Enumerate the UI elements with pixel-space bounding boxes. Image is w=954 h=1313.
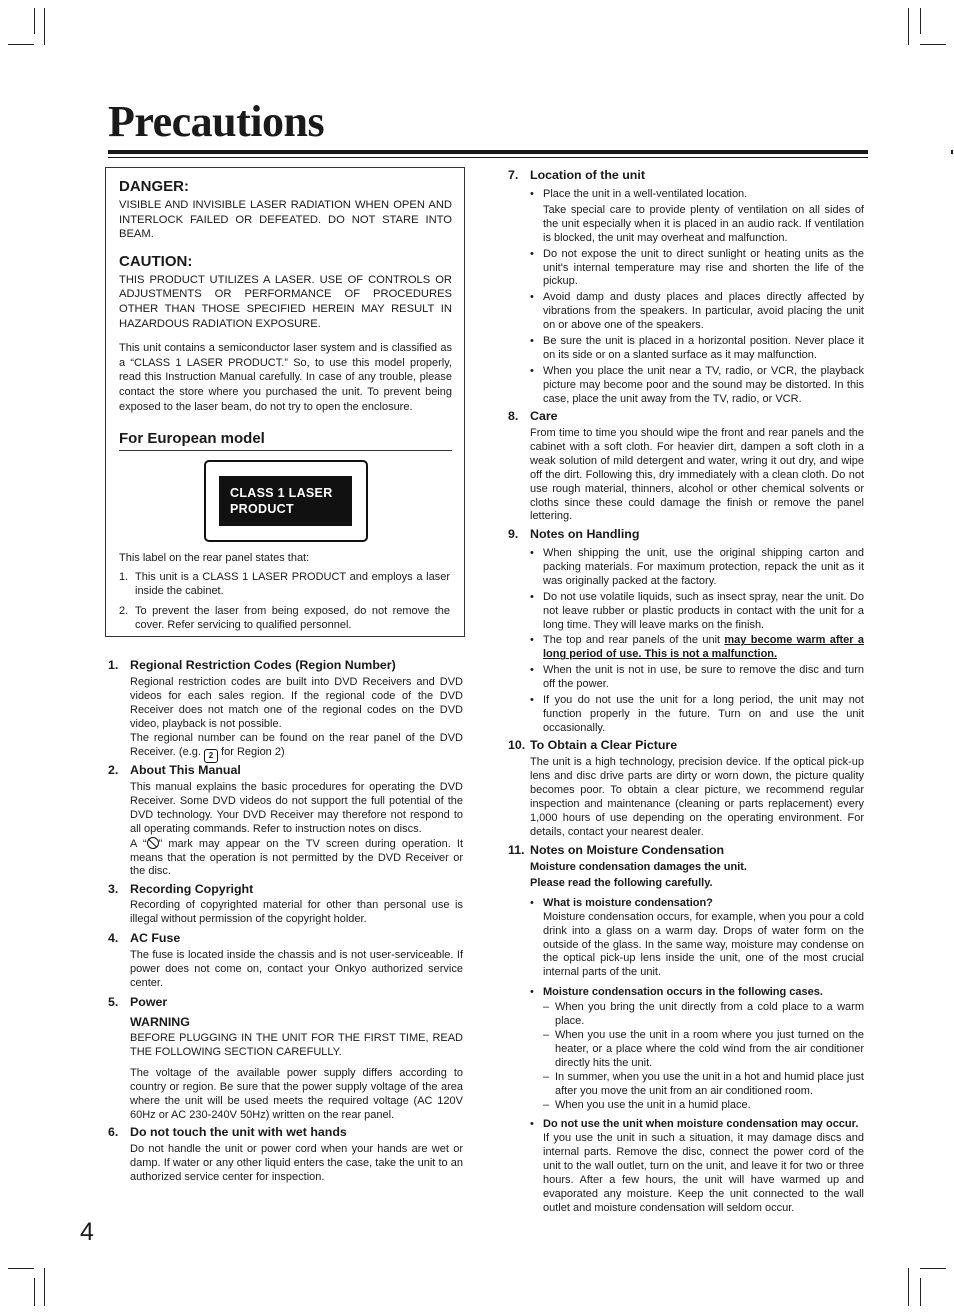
section-power: 5. Power WARNING BEFORE PLUGGING IN THE UNIT FOR THE FIRST TIME, READ THE FOLLOWING SECTION CAREFULLY. The voltage of the available power supply differs according to country or region. Be sure that the power supply voltage of the area where the unit will be used meets the required voltage (AC 120V 60Hz or AC 230-240V 50Hz) written on the rear panel.: [108, 995, 463, 1121]
list-item: • Be sure the unit is placed in a horizontal position. Never place it on its side or on a slanted surface as it may malfunction.: [530, 335, 864, 361]
list-item: • Place the unit in a well-ventilated location. Take special care to provide plenty of ventilation on all sides of the unit especially when it is placed in an audio rack. If ventilation is blocked, the unit may overheat and malfunction.: [530, 188, 864, 244]
section-clear-picture: 10. To Obtain a Clear Picture The unit is a high technology, precision device. If the optical pick-up lens and disc drive parts are dirty or worn down, the picture quality becomes poor. To obtain a clear picture, we recommend regular inspection and maintenance (cleaning or parts replacement) every 1,000 hours of use depending on the operating environment. For details, contact your nearest dealer.: [508, 738, 864, 838]
list-item: • Do not expose the unit to direct sunlight or heating units as the unit's internal temperature may rise and shorten the life of the pickup.: [530, 247, 864, 288]
list-item: – When you use the unit in a room where you just turned on the heater, or a place where the cold wind from the air conditioner directly hits the unit.: [543, 1028, 864, 1069]
region-number-icon: 2: [204, 749, 218, 763]
section-location: 7. Location of the unit • Place the unit in a well-ventilated location. Take special care to provide plenty of ventilation on all sides of the unit especially when it is placed in an audio rack. If ventilation is blocked, the unit may overheat and malfunction. • Do not expose the unit to direct sunlight or heating units as the unit's internal temperature may rise and shorten the life of the pickup. • Avoid damp and dusty places and places directly affected by vibrations from the speakers. In particular, avoid placing the unit on or above one of the speakers. • Be sure the unit is placed in a horizontal position. Never place it on its side or on a slanted surface as it may malfunction. • When you place the unit near a TV, radio, or VCR, the playback picture may become poor and the sound may be distorted. In this case, place the unit away from the TV, radio, or VCR.: [508, 168, 864, 405]
list-item: • When the unit is not in use, be sure to remove the disc and turn off the power.: [530, 664, 864, 691]
page-title: Precautions: [108, 97, 325, 146]
laser-warning-box: [105, 167, 465, 637]
caution-heading: CAUTION:: [119, 252, 193, 270]
section-ac-fuse: 4. AC Fuse The fuse is located inside the chassis and is not user-serviceable. If power does not come on, contact your Onkyo authorized service center.: [108, 931, 463, 989]
label-item: 2. To prevent the laser from being exposed, do not remove the cover. Refer servicing to qualified personnel.: [119, 604, 450, 632]
prohibited-icon: [147, 837, 159, 849]
section-handling: 9. Notes on Handling • When shipping the unit, use the original shipping carton and packing materials. For maximum protection, repack the unit as it was originally packed at the factory. • Do not use volatile liquids, such as insect spray, near the unit. Do not leave rubber or plastic products in contact with the unit for a long time. They will leave marks on the finish. • The top and rear panels of the unit may become warm after a long period of use. This is not a malfunction. • When the unit is not in use, be sure to remove the disc and turn off the power. • If you do not use the unit for a long period, the unit may not function properly in the future. Turn on and use the unit occasionally.: [508, 527, 864, 734]
danger-heading: DANGER:: [119, 178, 189, 195]
laser-paragraph: This unit contains a semiconductor laser system and is classified as a “CLASS 1 LASER PRODUCT.” So, to use this model properly, read this Instruction Manual carefully. In case of any trouble, please contact the store where you purchased the unit. To prevent being exposed to the laser beam, do not try to open the enclosure.: [119, 342, 452, 413]
list-item: • Avoid damp and dusty places and places directly affected by vibrations from the speakers. In particular, avoid placing the unit on or above one of the speakers.: [530, 291, 864, 332]
caution-text: THIS PRODUCT UTILIZES A LASER. USE OF CONTROLS OR ADJUSTMENTS OR PERFORMANCE OF PROCEDURES OTHER THAN THOSE SPECIFIED HEREIN MAY RESULT IN HAZARDOUS RADIATION EXPOSURE.: [119, 273, 452, 330]
list-item: • When shipping the unit, use the original shipping carton and packing materials. For maximum protection, repack the unit as it was originally packed at the factory.: [530, 547, 864, 587]
list-item: – When you bring the unit directly from a cold place to a warm place.: [543, 1001, 864, 1028]
section-care: 8. Care From time to time you should wipe the front and rear panels and the cabinet with a soft cloth. For heavier dirt, dampen a soft cloth in a weak solution of mild detergent and water, wring it out dry, and wipe off the dirt. Following this, dry immediately with a clean cloth. Do not use rough material, thinners, alcohol or other chemical solvents or cloths since these could damage the finish or remove the panel lettering.: [508, 409, 864, 523]
european-model-heading: For European model: [119, 430, 452, 451]
list-item: • Moisture condensation occurs in the following cases. – When you bring the unit directly from a cold place to a warm place. – When you use the unit in a room where you just turned on the heater, or a place where the cold wind from the air conditioner directly hits the unit. – In summer, when you use the unit in a hot and humid place just after you move the unit from an air conditioned room. – When you use the unit in a humid place.: [530, 986, 864, 1111]
danger-text: VISIBLE AND INVISIBLE LASER RADIATION WHEN OPEN AND INTERLOCK FAILED OR DEFEATED. DO NOT STARE INTO BEAM.: [119, 199, 452, 241]
list-item: • The top and rear panels of the unit may become warm after a long period of use. This is not a malfunction.: [530, 634, 864, 661]
section-recording-copyright: 3. Recording Copyright Recording of copyrighted material for other than personal use is illegal without permission of the copyright holder.: [108, 882, 463, 925]
page-number: 4: [80, 1218, 94, 1246]
class1-laser-label-text: [219, 476, 352, 526]
section-region-codes: 1. Regional Restriction Codes (Region Number) Regional restriction codes are built into DVD Receivers and DVD videos for each sales region. If the regional code of the DVD Receiver does not match one of the regional codes on the DVD video, playback is not possible. The regional number can be found on the rear panel of the DVD Receiver. (e.g. 2 for Region 2): [108, 658, 463, 763]
list-item: • If you do not use the unit for a long period, the unit may not function properly in the future. Turn on and use the unit occasionally.: [530, 694, 864, 734]
class1-laser-label: [204, 460, 368, 542]
label-line1: CLASS 1 LASER: [230, 486, 333, 500]
list-item: • When you place the unit near a TV, radio, or VCR, the playback picture may become poor and the sound may be distorted. In this case, place the unit away from the TV, radio, or VCR.: [530, 364, 864, 405]
section-moisture: 11. Notes on Moisture Condensation Moisture condensation damages the unit. Please read the following carefully. • What is moisture condensation? Moisture condensation occurs, for example, when you pour a cold drink into a glass on a warm day. Drops of water form on the outside of the glass. In the same way, moisture may condense on the optical pick-up lens inside the unit, one of the most crucial internal parts of the unit. • Moisture condensation occurs in the following cases. – When you bring the unit directly from a cold place to a warm place. – When you use the unit in a room where you just turned on the heater, or a place where the cold wind from the air conditioner directly hits the unit. – In summer, when you use the unit in a hot and humid place just after you move the unit from an air conditioned room. – When you use the unit in a humid place. • Do not use the unit when moisture condensation may occur. If you use the unit in such a situation, it may damage discs and internal parts. Remove the disc, connect the power cord of the unit to the wall outlet, turn on the unit, and leave it for two or three hours. After a few hours, the unit will have warmed up and evaporated any moisture. Keep the unit connected to the wall outlet and moisture condensation will seldom occur.: [508, 843, 864, 1214]
list-item: • Do not use volatile liquids, such as insect spray, near the unit. Do not leave rubber or plastic products in contact with the unit for a long time. They will leave marks on the finish.: [530, 590, 864, 631]
label-line2: PRODUCT: [230, 502, 294, 516]
list-item: – In summer, when you use the unit in a hot and humid place just after you move the unit from an air conditioned room.: [543, 1070, 864, 1097]
list-item: • What is moisture condensation? Moisture condensation occurs, for example, when you pour a cold drink into a glass on a warm day. Drops of water form on the outside of the glass. In the same way, moisture may condense on the optical pick-up lens inside the unit, one of the most crucial internal parts of the unit.: [530, 896, 864, 979]
list-item: – When you use the unit in a humid place.: [543, 1098, 751, 1111]
list-item: • Do not use the unit when moisture condensation may occur. If you use the unit in such a situation, it may damage discs and internal parts. Remove the disc, connect the power cord of the unit to the wall outlet, turn on the unit, and leave it for two or three hours. After a few hours, the unit will have warmed up and evaporated any moisture. Keep the unit connected to the wall outlet and moisture condensation will seldom occur.: [530, 1118, 864, 1214]
section-wet-hands: 6. Do not touch the unit with wet hands Do not handle the unit or power cord when your hands are wet or damp. If water or any other liquid enters the case, take the unit to an authorized service center for inspection.: [108, 1125, 463, 1183]
title-rule: [108, 150, 868, 154]
label-item: 1. This unit is a CLASS 1 LASER PRODUCT and employs a laser inside the cabinet.: [119, 570, 450, 598]
label-intro: This label on the rear panel states that:: [119, 552, 310, 564]
title-rule-thin: [108, 157, 868, 158]
section-about-manual: 2. About This Manual This manual explains the basic procedures for operating the DVD Receiver. Some DVD videos do not support the full potential of the DVD technology. Your DVD Receiver may therefore not respond to all operating commands. Refer to instruction notes on discs. A “ ” mark may appear on the TV screen during operation. It means that the operation is not permitted by the DVD Receiver or the disc.: [108, 763, 464, 878]
